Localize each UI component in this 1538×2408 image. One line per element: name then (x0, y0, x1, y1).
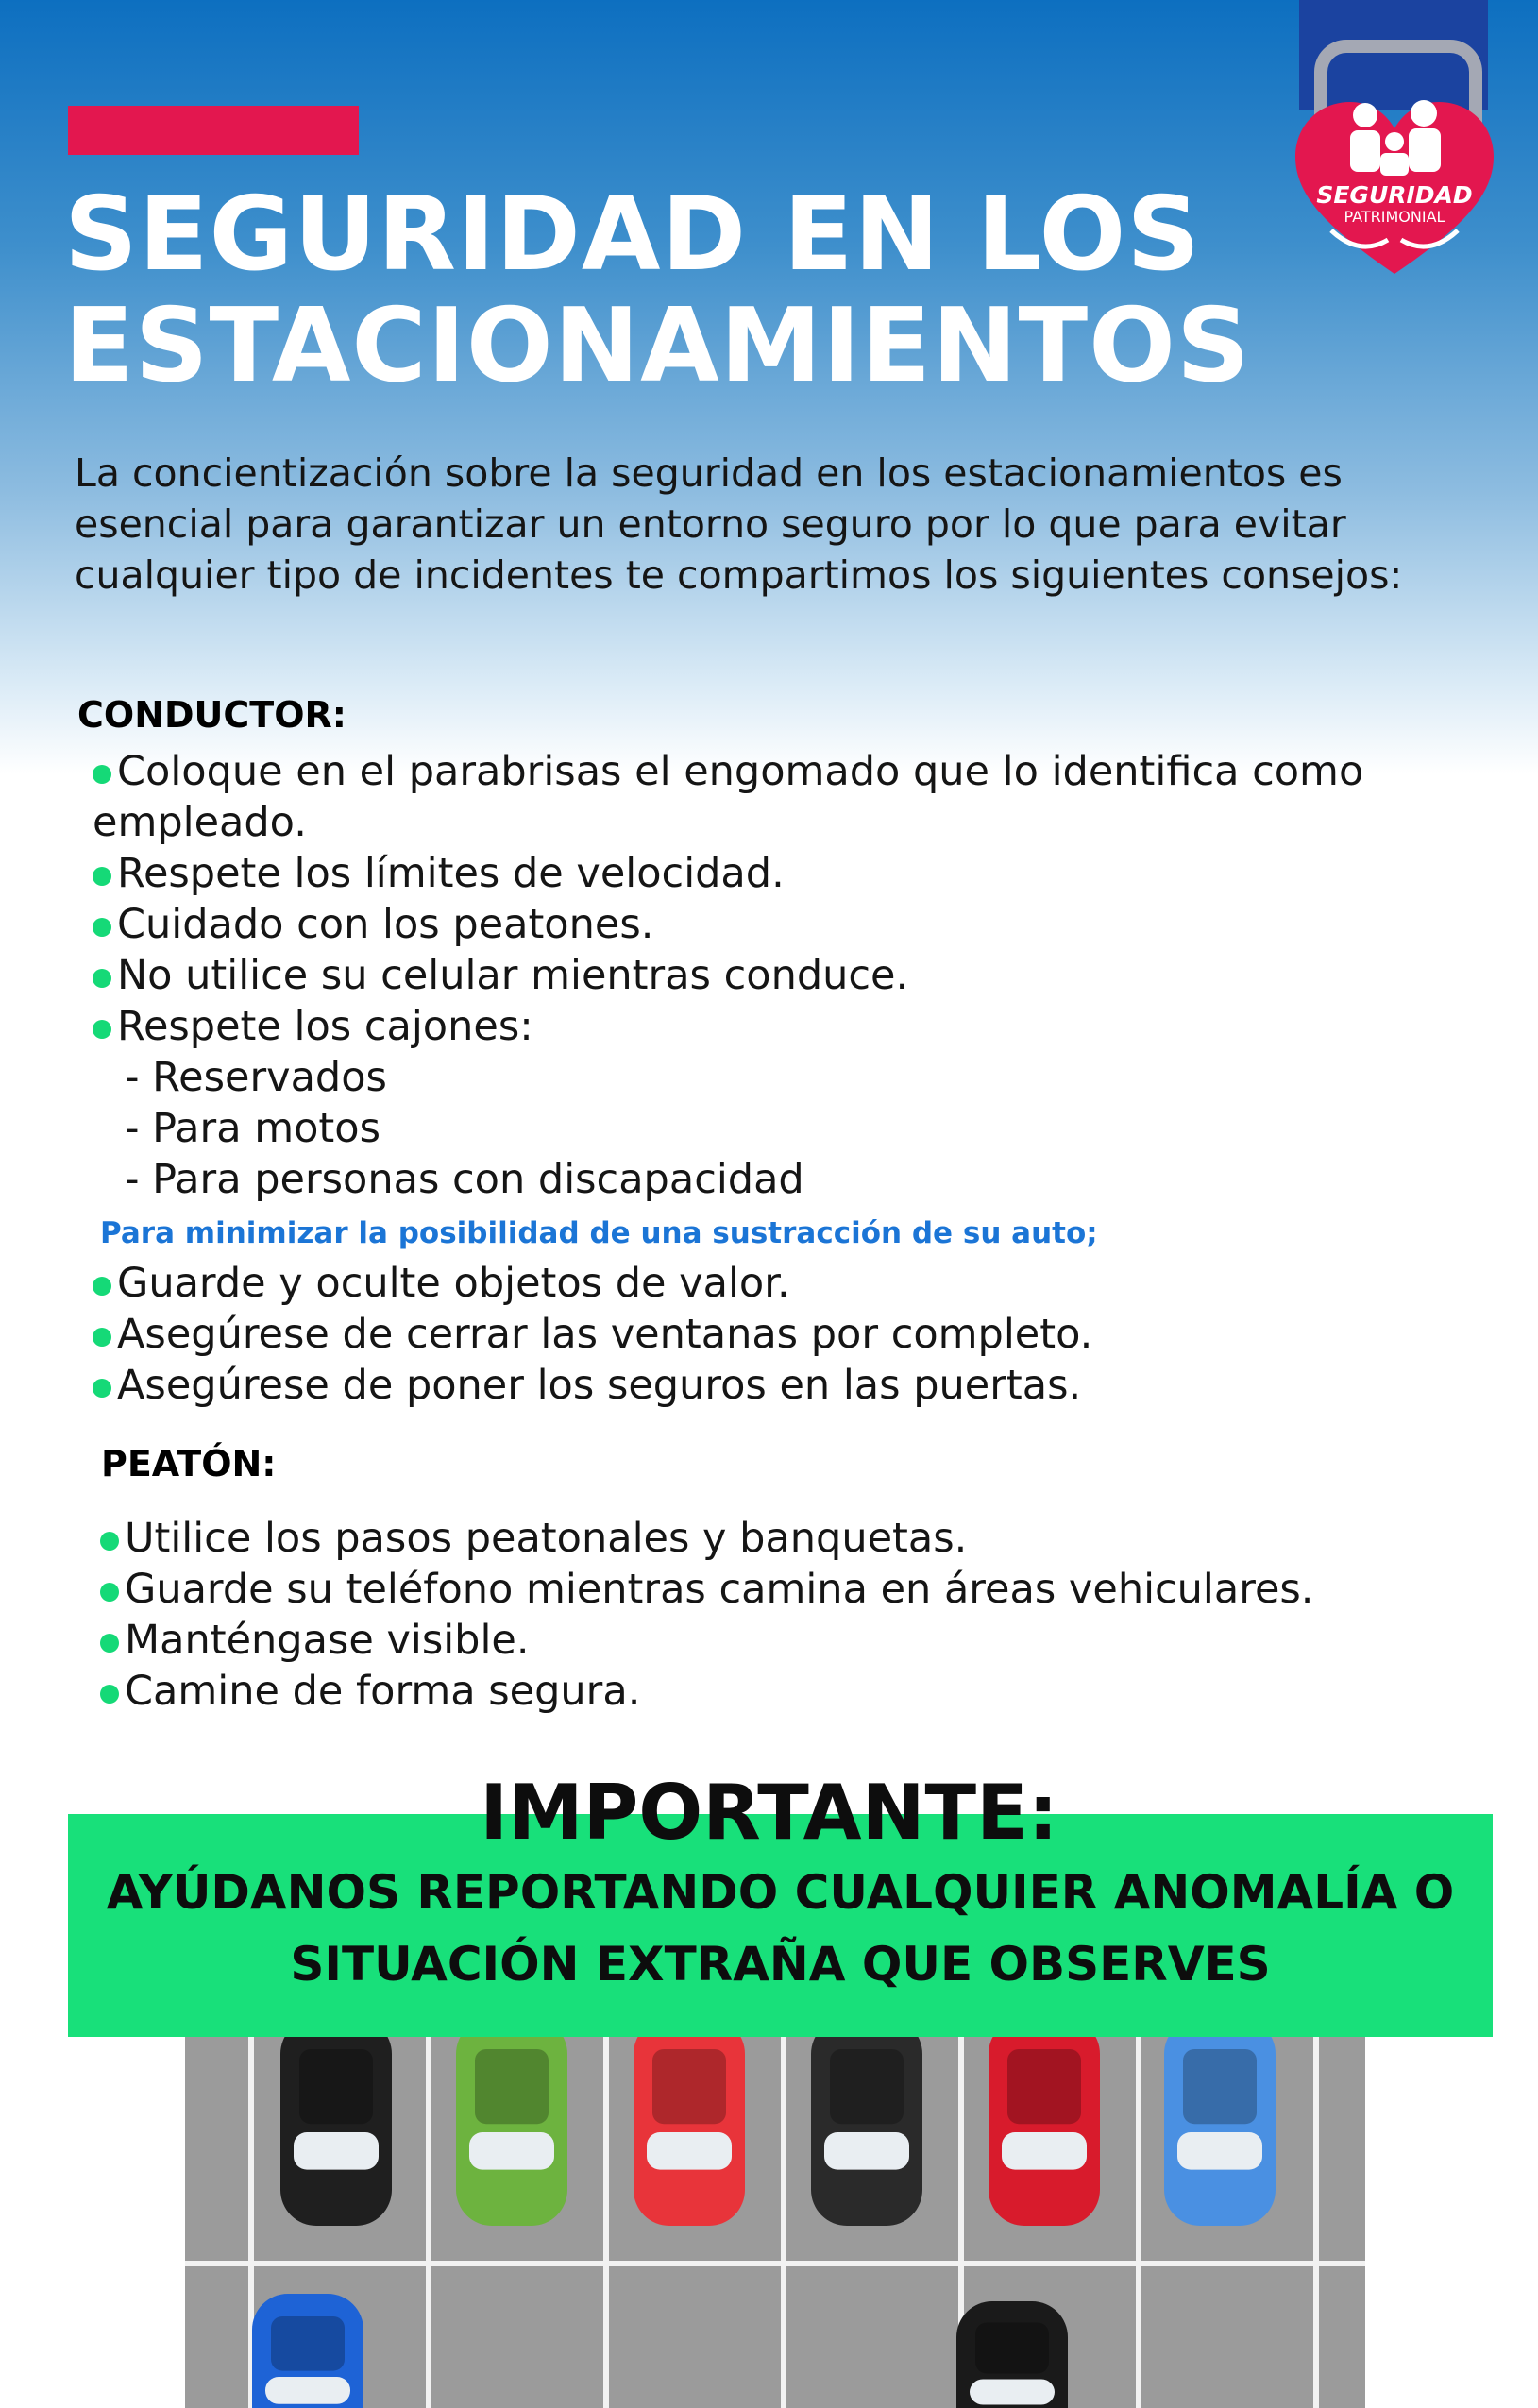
bullet-icon (93, 969, 111, 988)
logo-name: SEGURIDAD (1316, 181, 1473, 209)
important-line-1: AYÚDANOS REPORTANDO CUALQUIER ANOMALÍA O (106, 1865, 1455, 1920)
conductor-heading: CONDUCTOR: (77, 694, 346, 736)
list-item (100, 1564, 1469, 1615)
car-icon (956, 2301, 1068, 2408)
car-icon (456, 2037, 567, 2226)
sub-item-discapacidad: - Para personas con discapacidad (125, 1156, 804, 1203)
car-icon (811, 2037, 922, 2226)
list-item-text: Utilice los pasos peatonales y banquetas. (125, 1515, 968, 1562)
intro-paragraph: La concientización sobre la seguridad en los estacionamientos es esencial para garantizar un entorno seguro por lo que para evitar cualquier tipo de incidentes te compartimos los siguientes consejos: (75, 450, 1403, 598)
car-icon (989, 2037, 1100, 2226)
bullet-icon (93, 765, 111, 784)
title-line-2: ESTACIONAMIENTOS (64, 287, 1251, 405)
important-line-2: SITUACIÓN EXTRAÑA QUE OBSERVES (290, 1937, 1271, 1992)
list-item (100, 1615, 1469, 1666)
bullet-icon (100, 1634, 119, 1653)
list-item (100, 1666, 1469, 1717)
peaton-list (100, 1513, 1469, 1717)
list-item (93, 1360, 1414, 1411)
list-item (93, 950, 1509, 1001)
list-item (93, 1001, 1509, 1052)
bullet-icon (93, 1020, 111, 1039)
bullet-icon (93, 1277, 111, 1296)
list-item-text: Respete los cajones: (117, 1003, 533, 1050)
list-item-text: Guarde y oculte objetos de valor. (117, 1260, 790, 1307)
list-item (100, 1513, 1469, 1564)
logo-subtitle: PATRIMONIAL (1344, 208, 1445, 226)
title-line-1: SEGURIDAD EN LOS (64, 176, 1202, 294)
sub-item-motos: - Para motos (125, 1105, 380, 1152)
list-item-text: Respete los límites de velocidad. (117, 850, 785, 897)
seguridad-patrimonial-logo (1293, 0, 1496, 283)
bullet-icon (93, 867, 111, 886)
conductor-list (93, 746, 1509, 1052)
bullet-icon (100, 1583, 119, 1602)
list-item-text: Camine de forma segura. (125, 1668, 641, 1715)
list-item-text: Cuidado con los peatones. (117, 901, 654, 948)
bullet-icon (93, 918, 111, 937)
bullet-icon (100, 1685, 119, 1704)
theft-list (93, 1258, 1414, 1411)
bullet-icon (93, 1379, 111, 1398)
list-item-text: Coloque en el parabrisas el engomado que lo identifica como (117, 748, 1364, 795)
car-icon (280, 2037, 392, 2226)
important-title: IMPORTANTE: (480, 1769, 1058, 1857)
list-item-text: Asegúrese de cerrar las ventanas por completo. (117, 1311, 1093, 1358)
list-item (93, 1309, 1414, 1360)
car-icon (1164, 2037, 1276, 2226)
car-icon (252, 2294, 363, 2408)
list-item (93, 848, 1509, 899)
list-item (93, 899, 1509, 950)
list-item (93, 746, 1509, 848)
bullet-icon (93, 1328, 111, 1347)
list-item-text: Guarde su teléfono mientras camina en áreas vehiculares. (125, 1566, 1314, 1613)
list-item-text: Asegúrese de poner los seguros en las puertas. (117, 1362, 1082, 1409)
theft-note: Para minimizar la posibilidad de una sustracción de su auto; (100, 1216, 1098, 1250)
car-icon (634, 2037, 745, 2226)
list-item-text: Manténgase visible. (125, 1617, 530, 1664)
sub-item-reservados: - Reservados (125, 1054, 387, 1101)
peaton-heading: PEATÓN: (101, 1443, 277, 1484)
important-message (68, 1857, 1493, 2000)
page-title (64, 176, 1329, 405)
parking-lot-illustration (185, 2037, 1365, 2408)
list-item (93, 1258, 1414, 1309)
bullet-icon (100, 1532, 119, 1551)
list-item-text: No utilice su celular mientras conduce. (117, 952, 909, 999)
accent-bar (68, 106, 359, 155)
list-item-text-continued: empleado. (93, 799, 307, 846)
